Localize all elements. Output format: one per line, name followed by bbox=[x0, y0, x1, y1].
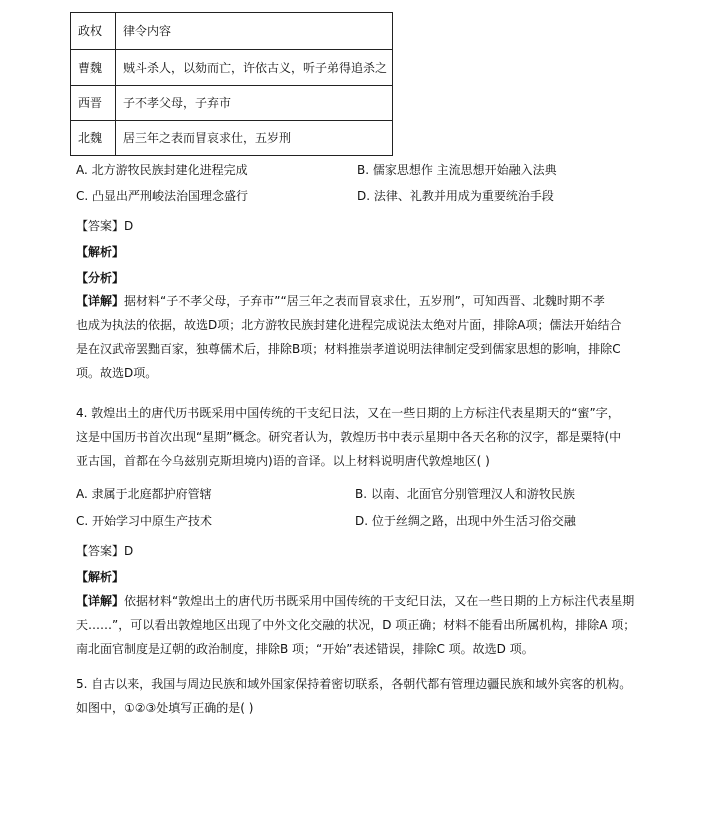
q3-fenxi-label: 【分析】 bbox=[76, 271, 125, 285]
q5-stem bbox=[76, 672, 642, 720]
q3-detail-line: 【详解】据材料“子不孝父母，子弃市”“居三年之表而冒哀求仕，五岁刑”，可知西晋、北魏时期不孝 bbox=[76, 294, 605, 308]
table-cell: 西晋 bbox=[71, 86, 116, 121]
table-cell: 曹魏 bbox=[71, 50, 116, 86]
q4-stem-line: 4. 敦煌出土的唐代历书既采用中国传统的干支纪日法，又在一些日期的上方标注代表星期天的“蜜”字， bbox=[76, 406, 620, 420]
q4-detail-line: 天……”，可以看出敦煌地区出现了中外文化交融的状况，D 项正确；材料不能看出所属机构，排除A 项； bbox=[76, 618, 636, 632]
table-row bbox=[71, 121, 393, 156]
table-cell: 北魏 bbox=[71, 121, 116, 156]
q3-option-b: B. 儒家思想作 主流思想开始融入法典 bbox=[357, 163, 557, 177]
q5-stem-line: 5. 自古以来，我国与周边民族和域外国家保持着密切联系，各朝代都有管理边疆民族和域外宾客的机构。 bbox=[76, 677, 632, 691]
q4-option-b: B. 以南、北面官分别管理汉人和游牧民族 bbox=[355, 487, 575, 501]
q4-answer: 【答案】D bbox=[76, 544, 134, 558]
header-cell-regime: 政权 bbox=[71, 13, 116, 50]
q3-detail-line: 也成为执法的依据，故选D项；北方游牧民族封建化进程完成说法太绝对片面，排除A项；儒法开始结合 bbox=[76, 318, 622, 332]
q3-answer: 【答案】D bbox=[76, 219, 134, 233]
q4-option-a: A. 隶属于北庭都护府管辖 bbox=[76, 487, 212, 501]
q3-detail-line: 项。故选D项。 bbox=[76, 366, 158, 380]
q4-stem bbox=[76, 401, 642, 473]
q4-option-c: C. 开始学习中原生产技术 bbox=[76, 514, 213, 528]
q3-detail-tag: 【详解】 bbox=[76, 294, 125, 308]
table-row bbox=[71, 86, 393, 121]
q4-analysis-label: 【解析】 bbox=[76, 570, 125, 584]
q4-option-d: D. 位于丝绸之路，出现中外生活习俗交融 bbox=[355, 514, 576, 528]
q3-detail bbox=[76, 289, 642, 385]
q3-option-c: C. 凸显出严刑峻法治国理念盛行 bbox=[76, 189, 249, 203]
table-row bbox=[71, 50, 393, 86]
table-cell: 子不孝父母，子弃市 bbox=[116, 86, 393, 121]
q5-stem-line: 如图中，①②③处填写正确的是( ) bbox=[76, 701, 254, 715]
law-table bbox=[70, 12, 393, 156]
q3-option-d: D. 法律、礼教并用成为重要统治手段 bbox=[357, 189, 554, 203]
q4-stem-line: 这是中国历书首次出现“星期”概念。研究者认为，敦煌历书中表示星期中各天名称的汉字，都是粟特(中 bbox=[76, 430, 622, 444]
table-cell: 贼斗杀人，以劾而亡，许依古义，听子弟得追杀之 bbox=[116, 50, 393, 86]
q4-stem-line: 亚古国，首都在今乌兹别克斯坦境内)语的音译。以上材料说明唐代敦煌地区( ) bbox=[76, 454, 490, 468]
header-cell-content: 律令内容 bbox=[116, 13, 393, 50]
q4-detail-line: 南北面官制度是辽朝的政治制度，排除B 项；“开始”表述错误，排除C 项。故选D 项。 bbox=[76, 642, 534, 656]
q3-option-a: A. 北方游牧民族封建化进程完成 bbox=[76, 163, 248, 177]
q3-detail-line: 是在汉武帝罢黜百家，独尊儒术后，排除B项；材料推崇孝道说明法律制定受到儒家思想的影响，排除C bbox=[76, 342, 621, 356]
q4-detail-tag: 【详解】 bbox=[76, 594, 125, 608]
table-cell: 居三年之表而冒哀求仕，五岁刑 bbox=[116, 121, 393, 156]
q3-analysis-label: 【解析】 bbox=[76, 245, 125, 259]
table-header-row bbox=[71, 13, 393, 50]
q4-detail bbox=[76, 589, 642, 661]
q4-detail-line: 【详解】依据材料“敦煌出土的唐代历书既采用中国传统的干支纪日法，又在一些日期的上方标注代表星期 bbox=[76, 594, 635, 608]
